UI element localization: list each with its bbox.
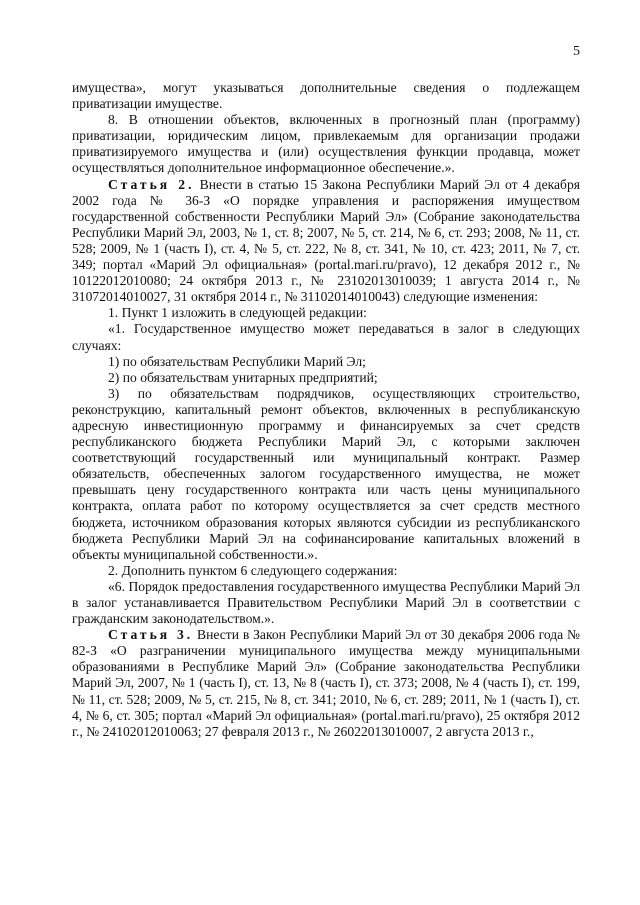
- list-item-2: 2) по обязательствам унитарных предприятий;: [108, 369, 378, 385]
- list-item-1: 1) по обязательствам Республики Марий Эл;: [108, 353, 366, 369]
- article-2-text: Внести в статью 15 Закона Республики Марий Эл от 4 декабря 2002 года № 36-З «О порядке управления и распоряжения имуществом государственной собственности Республики Марий Эл» (Собрание законодательства Республики Марий Эл, 2003, № 1, ст. 8; 2007, № 5, ст. 214, № 6, ст. 293; 2008, № 11, ст. 528; 2009, № 1 (часть I), ст. 4, № 5, ст. 222, № 8, ст. 341, № 10, ст. 423; 2011, № 7, ст. 349; портал «Марий Эл официальная» (portal.mari.ru/pravo), 12 декабря 2012 г., № 10122012010080; 24 октября 2013 г., № 23102013010039; 1 августа 2014 г., № 31072014010027, 31 октября 2014 г., № 31102014010043) следующие изменения:: [72, 176, 581, 305]
- article-2: [72, 177, 580, 306]
- article-3-text: Внести в Закон Республики Марий Эл от 30 декабря 2006 года № 82-З «О разграничении муниципального имущества между муниципальными образованиями в Республике Марий Эл» (Собрание законодательства Республики Марий Эл, 2007, № 1 (часть I), ст. 13, № 8 (часть I), ст. 373; 2008, № 4 (часть I), ст. 199, № 11, ст. 528; 2009, № 5, ст. 215, № 8, ст. 341; 2010, № 6, ст. 289; 2011, № 1 (часть I), ст. 4, № 6, ст. 305; портал «Марий Эл официальная» (portal.mari.ru/pravo), 25 октября 2012 г., № 24102012010063; 27 февраля 2013 г., № 26022013010007, 2 августа 2013 г.,: [72, 627, 580, 739]
- list-item-3: 3) по обязательствам подрядчиков, осуществляющих строительство, реконструкцию, капитальный ремонт объектов, включенных в республиканскую адресную инвестиционную программу и финансируемых за счет средств республиканского бюджета Республики Марий Эл, с которыми заключен соответствующий государственный или муниципальный контракт. Размер обязательств, обеспеченных залогом государственного имущества, не может превышать цену государственного контракта или часть цены муниципального контракта, оплата работ по которому осуществляется за счет средств местного бюджета, источником образования которых являются субсидии из республиканского бюджета Республики Марий Эл на софинансирование капитальных вложений в объекты муниципальной собственности.».: [72, 385, 580, 562]
- article-3-label: Статья 3.: [108, 627, 194, 643]
- paragraph-continuation: имущества», могут указываться дополнительные сведения о подлежащем приватизации имуществе.: [72, 80, 580, 112]
- article-3: [72, 627, 580, 740]
- page-number: 5: [573, 44, 580, 59]
- article-2-label: Статья 2.: [108, 176, 195, 192]
- document-body: [72, 80, 580, 740]
- paragraph-item-8: 8. В отношении объектов, включенных в прогнозный план (программу) приватизации, юридическим лицом, привлекаемым для организации продажи приватизируемого имущества и (или) осуществления функции продавца, может осуществляться дополнительное информационное обеспечение.».: [72, 112, 580, 176]
- paragraph-point-2: 2. Дополнить пунктом 6 следующего содержания:: [108, 562, 398, 578]
- paragraph-point-1: 1. Пункт 1 изложить в следующей редакции:: [108, 305, 367, 321]
- paragraph-quote-1: «1. Государственное имущество может передаваться в залог в следующих случаях:: [72, 321, 580, 353]
- paragraph-quote-6: «6. Порядок предоставления государственного имущества Республики Марий Эл в залог устанавливается Правительством Республики Марий Эл в соответствии с гражданским законодательством.».: [72, 578, 580, 627]
